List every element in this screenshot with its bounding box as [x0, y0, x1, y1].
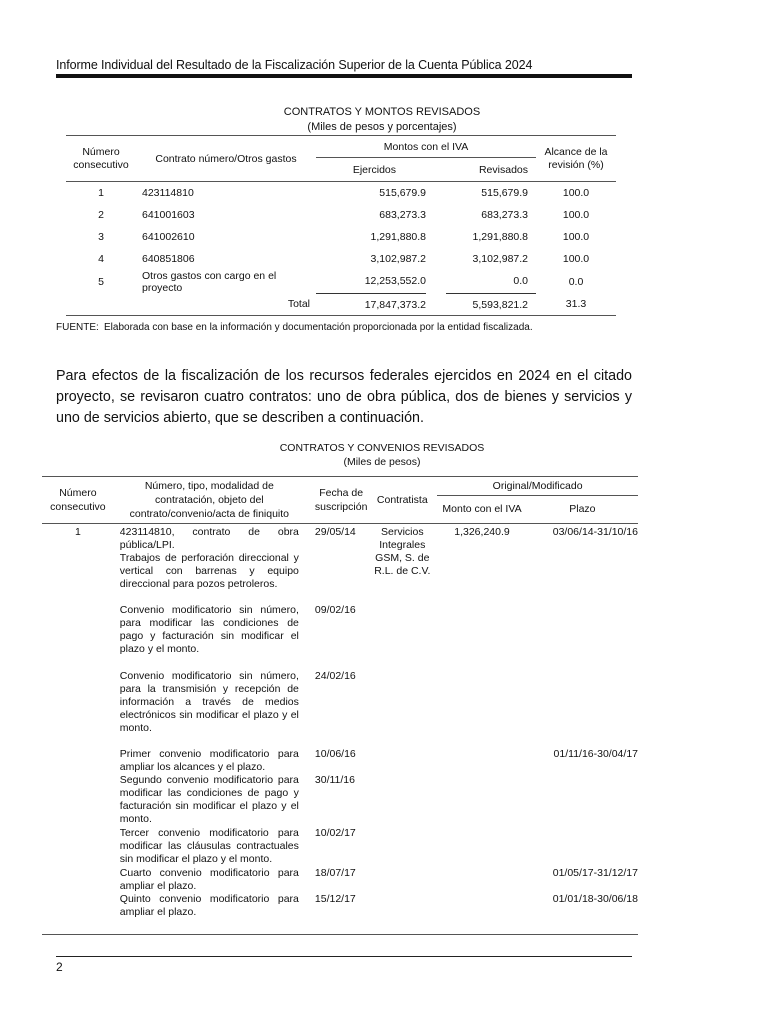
spacer: [426, 182, 446, 204]
entry-description: Cuarto convenio modificatorio para ampliar el plazo.: [119, 867, 299, 892]
entry-description: Segundo convenio modificatorio para modificar las condiciones de pago y facturación sin modificar el plazo y el monto.: [119, 774, 299, 825]
row-alcance: 100.0: [536, 182, 616, 204]
entry-description: 423114810, contrato de obra pública/LPI.: [119, 526, 299, 551]
body-paragraph: Para efectos de la fiscalización de los recursos federales ejercidos en 2024 en el citado proyecto, se revisaron cuatro contratos: uno de obra pública, dos de bienes y servicios y uno de servicios abierto, que se describen a continuación.: [56, 368, 632, 426]
fecha-cell: [309, 524, 368, 920]
row-number: 5: [98, 275, 104, 288]
entry-description: Trabajos de perforación direccional y vertical con barrenas y equipo direccional para pozos petroleros.: [119, 552, 299, 590]
total-revisados: 5,593,821.2: [446, 294, 536, 316]
spacer: [426, 248, 446, 270]
page-number: 2: [56, 960, 63, 974]
row-contract: Otros gastos con cargo en el proyecto: [142, 269, 277, 294]
row-ejercidos: 683,273.3: [379, 208, 426, 221]
row-contract: 423114810: [136, 182, 316, 204]
table-row: [66, 204, 616, 226]
entry-plazo: 01/05/17-31/12/17: [552, 867, 638, 879]
table1-title: CONTRATOS Y MONTOS REVISADOS: [283, 106, 481, 118]
table-row: [66, 248, 616, 270]
contract-row: [42, 524, 638, 920]
blank: [66, 294, 136, 316]
total-label: Total: [287, 298, 310, 311]
entry-fecha: 09/02/16: [314, 604, 356, 616]
source-text: Elaborada con base en la información y documentación proporcionada por la entidad fiscalizada.: [104, 322, 533, 333]
contracts-agreements-table: [42, 476, 638, 919]
spacer: [426, 226, 446, 248]
table2-subtitle: (Miles de pesos): [343, 456, 421, 468]
header-numero-consecutivo: Número consecutivo: [50, 487, 106, 513]
contracts-amounts-table: [66, 135, 616, 316]
header-montos: Montos con el IVA: [316, 136, 536, 158]
row-revisados: 683,273.3: [481, 208, 528, 221]
entry-plazo: [527, 670, 638, 748]
entry-fecha: 18/07/17: [314, 867, 356, 879]
header-descripcion: Número, tipo, modalidad de contratación, objeto del contrato/convenio/acta de finiquito: [129, 480, 290, 520]
table-row: [66, 270, 616, 294]
row-revisados: 515,679.9: [446, 182, 536, 204]
row-alcance: 0.0: [568, 275, 584, 288]
entry-plazo: 03/06/14-31/10/16: [552, 526, 638, 538]
entry-description: Convenio modificatorio sin número, para la transmisión y recepción de información a través de medios electrónicos sin modificar el plazo y el monto.: [119, 670, 299, 734]
table1-subtitle: (Miles de pesos y porcentajes): [307, 121, 457, 133]
entry-description: Quinto convenio modificatorio para ampliar el plazo.: [119, 893, 299, 918]
row-number: 4: [98, 252, 104, 265]
spacer: [426, 204, 446, 226]
row-ejercidos: 1,291,880.8: [370, 230, 426, 243]
entry-fecha: 29/05/14: [314, 526, 356, 538]
row-revisados: 1,291,880.8: [472, 230, 528, 243]
entry-description: Convenio modificatorio sin número, para modificar las condiciones de pago y facturación sin modificar el plazo y el monto.: [119, 604, 299, 655]
source-note: [56, 322, 533, 333]
header-plazo: Plazo: [569, 503, 596, 515]
plazo-cell: [527, 524, 638, 920]
header-fecha: Fecha de suscripción: [314, 487, 368, 513]
entry-fecha: [315, 552, 368, 604]
row-number: 1: [74, 526, 81, 538]
entry-plazo: [527, 827, 638, 867]
row-revisados: 0.0: [513, 275, 528, 288]
row-contract: 641002610: [142, 230, 195, 243]
row-ejercidos: 3,102,987.2: [370, 252, 426, 265]
row-number: 1: [66, 182, 136, 204]
row-alcance: 100.0: [562, 208, 590, 221]
row-number: 2: [98, 208, 104, 221]
header-rule: [56, 74, 632, 78]
header-original-modificado: Original/Modificado: [437, 477, 638, 496]
header-monto: Monto con el IVA: [442, 503, 522, 515]
entry-plazo: [527, 552, 638, 604]
row-contract: 640851806: [142, 252, 195, 265]
total-row: [66, 294, 616, 316]
entry-plazo: [527, 604, 638, 670]
row-ejercidos: 12,253,552.0: [364, 275, 426, 288]
entry-description: Primer convenio modificatorio para ampliar los alcances y el plazo.: [119, 748, 299, 773]
entry-fecha: 10/06/16: [314, 748, 356, 760]
row-number: 3: [98, 230, 104, 243]
footer-rule: [56, 956, 632, 957]
entry-fecha: 30/11/16: [314, 774, 355, 786]
contratista-cell: Servicios Integrales GSM, S. de R.L. de C.V.: [374, 526, 431, 577]
monto-cell: 1,326,240.9: [454, 526, 510, 538]
page-header-title: Informe Individual del Resultado de la Fiscalización Superior de la Cuenta Pública 2024: [56, 58, 533, 72]
row-alcance: 100.0: [562, 252, 590, 265]
row-alcance: 100.0: [562, 230, 590, 243]
header-contratista: Contratista: [376, 493, 428, 506]
row-ejercidos: 515,679.9: [316, 182, 426, 204]
entry-fecha: 24/02/16: [314, 670, 356, 682]
description-cell: [114, 524, 309, 920]
entry-plazo: 01/01/18-30/06/18: [552, 893, 638, 905]
header-numero: Número consecutivo: [73, 145, 129, 171]
spacer: [426, 270, 446, 294]
table-row: [66, 182, 616, 204]
header-alcance: Alcance de la revisión (%): [544, 145, 608, 171]
entry-description: Tercer convenio modificatorio para modificar las cláusulas contractuales sin modificar el plazo y el monto.: [119, 827, 299, 865]
header-ejercidos: Ejercidos: [352, 163, 396, 176]
entry-fecha: 15/12/17: [314, 893, 356, 905]
header-contrato: Contrato número/Otros gastos: [155, 152, 297, 165]
table-row: [66, 226, 616, 248]
entry-plazo: 01/11/16-30/04/17: [553, 748, 638, 760]
entry-fecha: 10/02/17: [314, 827, 356, 839]
source-label: FUENTE:: [56, 322, 99, 333]
table2-title: CONTRATOS Y CONVENIOS REVISADOS: [279, 442, 485, 454]
table2-bottom-rule: [42, 934, 638, 935]
total-ejercidos: 17,847,373.2: [316, 294, 426, 316]
total-alcance: 31.3: [565, 298, 587, 311]
row-contract: 641001603: [142, 208, 195, 221]
entry-plazo: [527, 774, 638, 827]
header-revisados: Revisados: [478, 163, 528, 176]
row-revisados: 3,102,987.2: [472, 252, 528, 265]
spacer: [426, 294, 446, 316]
